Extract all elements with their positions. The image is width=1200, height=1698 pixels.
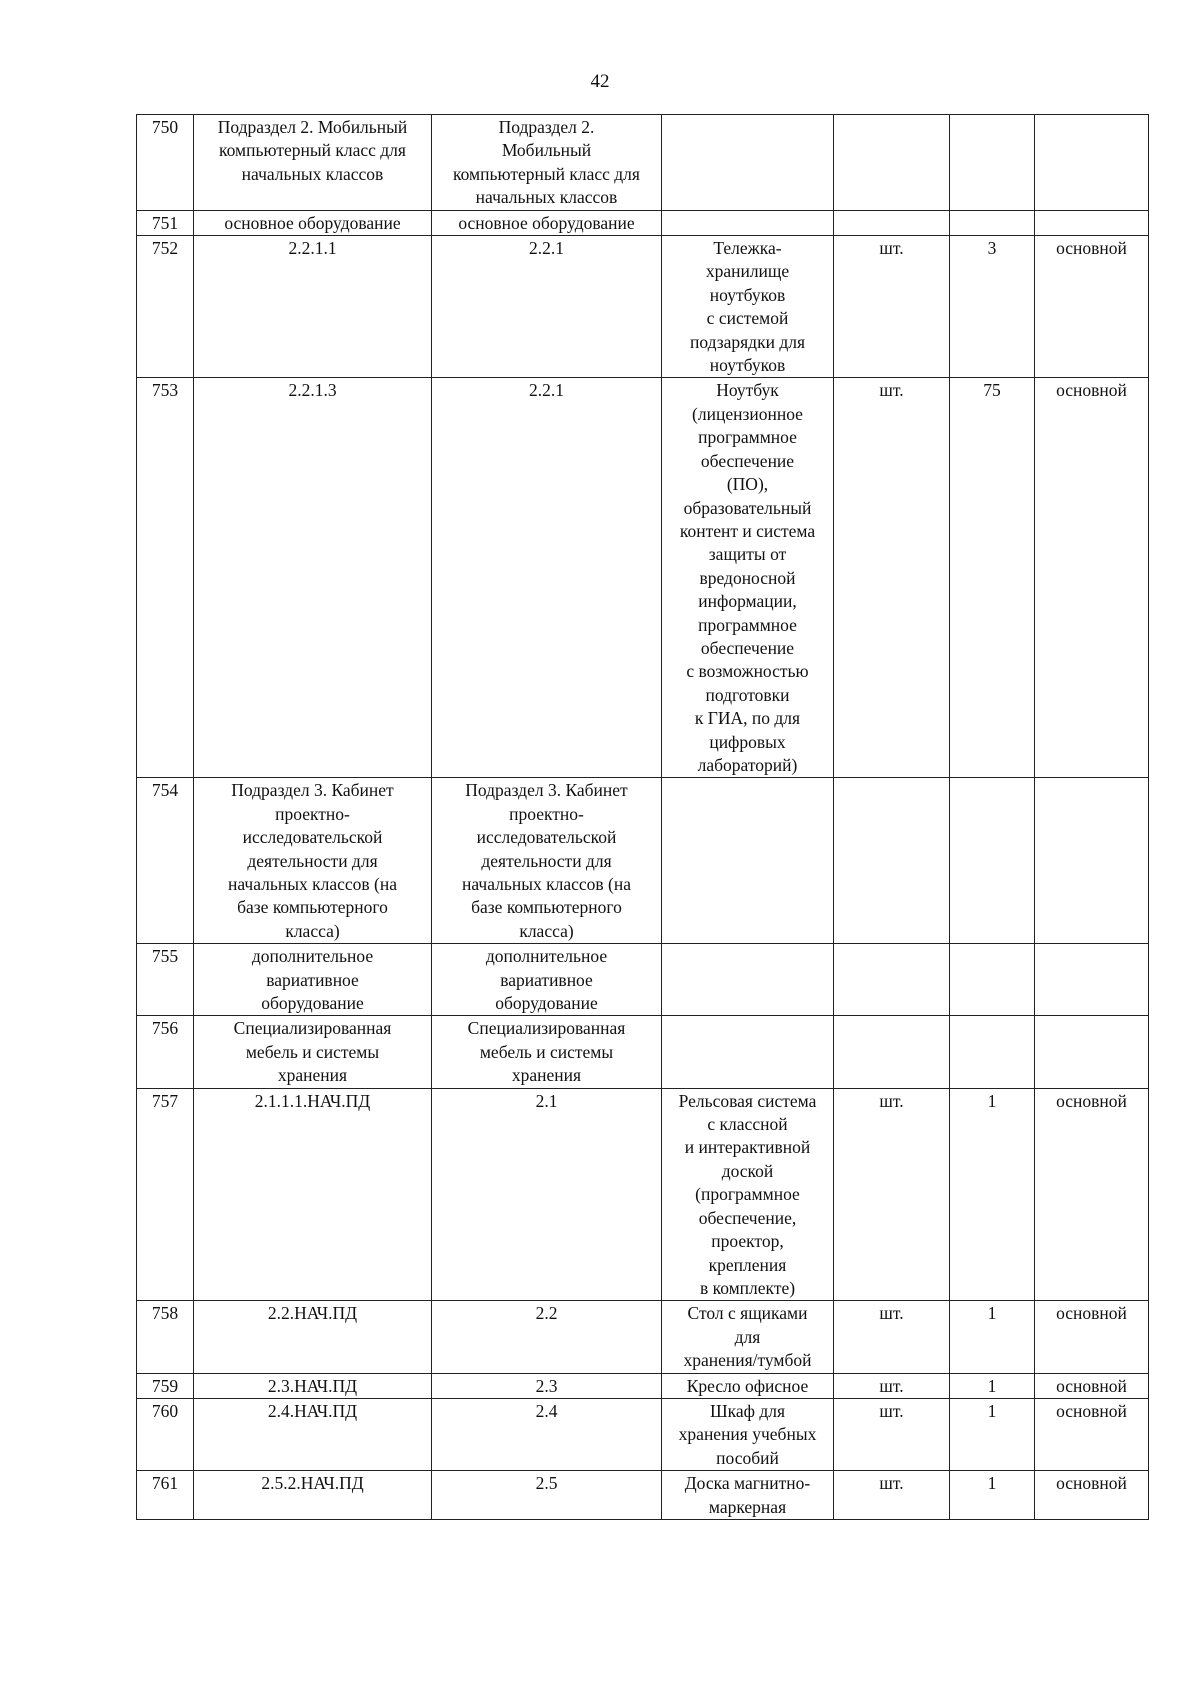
quantity-cell — [950, 1398, 1035, 1470]
cell-line: проектор, — [711, 1231, 784, 1252]
item-name-cell — [662, 210, 834, 235]
cell-line: 2.2.1.1 — [288, 238, 337, 259]
cell-line: проектно- — [275, 803, 350, 824]
cell-line: для — [734, 1326, 761, 1347]
unit-cell — [834, 1088, 950, 1301]
table-row — [137, 210, 1149, 235]
cell-line: Специализированная — [467, 1018, 626, 1039]
cell-text: основной — [1056, 1400, 1127, 1421]
cell-text: 751 — [151, 212, 179, 233]
equipment-type-cell — [1035, 1016, 1149, 1088]
row-number-cell — [137, 210, 194, 235]
equipment-type-cell — [1035, 115, 1149, 211]
cell-line: обеспечение — [700, 637, 795, 658]
unit-cell — [834, 1471, 950, 1520]
cell-line: контент и система — [679, 520, 816, 541]
table-row — [137, 236, 1149, 378]
table-row — [137, 1398, 1149, 1470]
item-name-cell — [662, 378, 834, 778]
cell-line: доской — [721, 1160, 774, 1181]
cell-line: 2.2.НАЧ.ПД — [267, 1303, 358, 1324]
unit-cell — [834, 1373, 950, 1398]
row-number-cell — [137, 1016, 194, 1088]
cell-text: шт. — [879, 1400, 904, 1421]
equipment-table — [136, 114, 1149, 1520]
unit-cell — [834, 1016, 950, 1088]
cell-line: дополнительное — [251, 946, 374, 967]
cell-line: 2.2 — [535, 1303, 558, 1324]
cell-text: 759 — [151, 1375, 179, 1396]
quantity-cell — [950, 778, 1035, 944]
page-number: 42 — [590, 71, 610, 92]
cell-line: 2.5 — [535, 1473, 558, 1494]
cell-line: хранения/тумбой — [683, 1350, 812, 1371]
cell-text: 756 — [151, 1018, 179, 1039]
table-row — [137, 1301, 1149, 1373]
cell-text: основной — [1056, 1375, 1127, 1396]
cell-line: вредоносной — [699, 567, 796, 588]
cell-line: Подраздел 3. Кабинет — [231, 780, 394, 801]
unit-cell — [834, 210, 950, 235]
cell-line: 2.3 — [535, 1375, 558, 1396]
section-cell — [432, 778, 662, 944]
item-name-cell — [662, 236, 834, 378]
quantity-cell — [950, 1373, 1035, 1398]
cell-line: основное оборудование — [224, 212, 401, 233]
cell-text: 750 — [151, 117, 179, 137]
quantity-cell — [950, 210, 1035, 235]
cell-line: ноутбуков — [709, 355, 786, 376]
quantity-cell — [950, 944, 1035, 1016]
item-name-cell — [662, 1088, 834, 1301]
cell-line: Подраздел 2. Мобильный — [217, 117, 408, 137]
table-row — [137, 1373, 1149, 1398]
cell-text: шт. — [879, 1303, 904, 1324]
cell-line: хранения — [511, 1065, 582, 1086]
cell-line: хранилище — [705, 261, 790, 282]
table-row — [137, 778, 1149, 944]
cell-line: информации, — [698, 591, 797, 612]
cell-text: основной — [1056, 1303, 1127, 1324]
section-cell — [432, 1373, 662, 1398]
quantity-cell — [950, 1301, 1035, 1373]
cell-line: программное — [698, 614, 797, 635]
quantity-cell — [950, 378, 1035, 778]
code-cell — [194, 1373, 432, 1398]
code-cell — [194, 210, 432, 235]
table-row — [137, 1016, 1149, 1088]
cell-line: Мобильный — [501, 140, 592, 161]
item-name-cell — [662, 944, 834, 1016]
cell-line: Рельсовая система — [678, 1090, 817, 1111]
equipment-type-cell — [1035, 1301, 1149, 1373]
cell-line: Подраздел 3. Кабинет — [465, 780, 628, 801]
cell-text: основной — [1056, 380, 1127, 401]
code-cell — [194, 778, 432, 944]
cell-line: начальных классов — [475, 187, 618, 208]
row-number-cell — [137, 1398, 194, 1470]
cell-line: лабораторий) — [697, 754, 798, 775]
table-row — [137, 1471, 1149, 1520]
cell-line: хранения учебных — [678, 1424, 817, 1445]
cell-line: (лицензионное — [692, 403, 803, 424]
cell-text: шт. — [879, 380, 904, 401]
cell-line: Доска магнитно- — [684, 1473, 811, 1494]
equipment-type-cell — [1035, 778, 1149, 944]
row-number-cell — [137, 778, 194, 944]
cell-line: подготовки — [705, 684, 790, 705]
code-cell — [194, 944, 432, 1016]
unit-cell — [834, 115, 950, 211]
cell-line: начальных классов (на — [461, 874, 631, 894]
cell-text: шт. — [879, 1375, 904, 1396]
equipment-type-cell — [1035, 1088, 1149, 1301]
cell-text: 754 — [151, 780, 179, 801]
cell-text: 1 — [987, 1090, 997, 1111]
section-cell — [432, 378, 662, 778]
cell-line: с системой — [706, 308, 789, 329]
cell-line: 2.3.НАЧ.ПД — [267, 1375, 358, 1396]
cell-line: Кресло офисное — [686, 1375, 809, 1396]
cell-line: Тележка- — [713, 238, 782, 259]
cell-line: оборудование — [495, 993, 598, 1014]
cell-line: хранения — [277, 1065, 348, 1086]
table-body — [137, 115, 1149, 1520]
cell-text: 1 — [987, 1303, 997, 1324]
cell-line: 2.1.1.1.НАЧ.ПД — [254, 1090, 371, 1111]
cell-line: дополнительное — [485, 946, 608, 967]
cell-line: (ПО), — [726, 474, 769, 495]
unit-cell — [834, 778, 950, 944]
section-cell — [432, 1398, 662, 1470]
cell-line: класса) — [519, 920, 574, 941]
cell-text: основной — [1056, 1090, 1127, 1111]
cell-line: исследовательской — [242, 827, 383, 848]
item-name-cell — [662, 115, 834, 211]
section-cell — [432, 944, 662, 1016]
cell-line: Подраздел 2. — [498, 117, 595, 137]
cell-text: 757 — [151, 1090, 179, 1111]
cell-line: Шкаф для — [709, 1400, 786, 1421]
cell-line: деятельности для — [481, 850, 612, 871]
quantity-cell — [950, 236, 1035, 378]
cell-text: основной — [1056, 238, 1127, 259]
item-name-cell — [662, 1016, 834, 1088]
item-name-cell — [662, 1471, 834, 1520]
code-cell — [194, 236, 432, 378]
cell-line: начальных классов (на — [227, 874, 397, 894]
cell-line: (программное — [695, 1184, 800, 1205]
cell-text: 753 — [151, 380, 179, 401]
cell-line: 2.4.НАЧ.ПД — [267, 1400, 358, 1421]
cell-line: пособий — [716, 1447, 779, 1468]
cell-line: к ГИА, по для — [694, 708, 801, 729]
cell-line: оборудование — [261, 993, 364, 1014]
row-number-cell — [137, 378, 194, 778]
cell-line: с возможностью — [686, 661, 809, 682]
quantity-cell — [950, 1016, 1035, 1088]
cell-line: базе компьютерного — [237, 897, 388, 918]
cell-text: основной — [1056, 1473, 1127, 1494]
cell-line: крепления — [708, 1254, 787, 1275]
equipment-type-cell — [1035, 236, 1149, 378]
equipment-type-cell — [1035, 210, 1149, 235]
unit-cell — [834, 378, 950, 778]
cell-text: 760 — [151, 1400, 179, 1421]
cell-line: мебель и системы — [245, 1041, 380, 1062]
cell-text: 75 — [983, 380, 1001, 401]
table-row — [137, 115, 1149, 211]
cell-line: обеспечение — [700, 450, 795, 471]
cell-line: маркерная — [708, 1496, 787, 1517]
cell-line: цифровых — [709, 731, 786, 752]
code-cell — [194, 1301, 432, 1373]
cell-line: Специализированная — [233, 1018, 392, 1039]
cell-line: класса) — [285, 920, 340, 941]
cell-line: 2.5.2.НАЧ.ПД — [261, 1473, 364, 1494]
equipment-type-cell — [1035, 378, 1149, 778]
cell-line: 2.2.1 — [529, 238, 564, 259]
quantity-cell — [950, 115, 1035, 211]
row-number-cell — [137, 236, 194, 378]
cell-text: шт. — [879, 238, 904, 259]
row-number-cell — [137, 944, 194, 1016]
cell-line: вариативное — [500, 969, 593, 990]
row-number-cell — [137, 1471, 194, 1520]
cell-line: базе компьютерного — [471, 897, 622, 918]
section-cell — [432, 210, 662, 235]
unit-cell — [834, 944, 950, 1016]
cell-line: в комплекте) — [699, 1277, 796, 1298]
cell-line: мебель и системы — [479, 1041, 614, 1062]
row-number-cell — [137, 1301, 194, 1373]
code-cell — [194, 1398, 432, 1470]
code-cell — [194, 1088, 432, 1301]
section-cell — [432, 1016, 662, 1088]
row-number-cell — [137, 115, 194, 211]
cell-line: основное оборудование — [458, 212, 635, 233]
cell-text: 758 — [151, 1303, 179, 1324]
code-cell — [194, 1471, 432, 1520]
code-cell — [194, 378, 432, 778]
section-cell — [432, 1301, 662, 1373]
code-cell — [194, 115, 432, 211]
cell-line: Ноутбук — [716, 380, 779, 401]
cell-text: 761 — [151, 1473, 179, 1494]
quantity-cell — [950, 1088, 1035, 1301]
cell-line: и интерактивной — [684, 1137, 811, 1158]
equipment-type-cell — [1035, 1471, 1149, 1520]
cell-line: с классной — [707, 1114, 788, 1135]
item-name-cell — [662, 1301, 834, 1373]
cell-text: шт. — [879, 1090, 904, 1111]
equipment-type-cell — [1035, 1398, 1149, 1470]
cell-text: 755 — [151, 946, 179, 967]
unit-cell — [834, 236, 950, 378]
equipment-type-cell — [1035, 1373, 1149, 1398]
cell-line: вариативное — [266, 969, 359, 990]
cell-line: 2.2.1.3 — [288, 380, 337, 401]
cell-text: 1 — [987, 1375, 997, 1396]
cell-text: шт. — [879, 1473, 904, 1494]
item-name-cell — [662, 1398, 834, 1470]
cell-line: начальных классов — [241, 163, 384, 184]
cell-text: 3 — [987, 238, 997, 259]
equipment-type-cell — [1035, 944, 1149, 1016]
cell-line: 2.2.1 — [529, 380, 564, 401]
cell-text: 1 — [987, 1400, 997, 1421]
table-row — [137, 1088, 1149, 1301]
cell-line: 2.1 — [535, 1090, 558, 1111]
cell-line: компьютерный класс для — [219, 140, 406, 161]
cell-line: ноутбуков — [709, 284, 786, 305]
unit-cell — [834, 1398, 950, 1470]
cell-line: программное — [698, 427, 797, 448]
item-name-cell — [662, 778, 834, 944]
cell-line: деятельности для — [247, 850, 378, 871]
code-cell — [194, 1016, 432, 1088]
cell-text: 1 — [987, 1473, 997, 1494]
table-row — [137, 378, 1149, 778]
cell-text: 752 — [151, 238, 179, 259]
section-cell — [432, 1088, 662, 1301]
cell-line: 2.4 — [535, 1400, 558, 1421]
cell-line: подзарядки для — [689, 331, 806, 352]
cell-line: образовательный — [683, 497, 812, 518]
cell-line: обеспечение, — [698, 1207, 797, 1228]
section-cell — [432, 236, 662, 378]
section-cell — [432, 115, 662, 211]
cell-line: компьютерный класс для — [453, 163, 640, 184]
row-number-cell — [137, 1373, 194, 1398]
table-row — [137, 944, 1149, 1016]
section-cell — [432, 1471, 662, 1520]
quantity-cell — [950, 1471, 1035, 1520]
cell-line: Стол с ящиками — [687, 1303, 808, 1324]
cell-line: исследовательской — [476, 827, 617, 848]
item-name-cell — [662, 1373, 834, 1398]
row-number-cell — [137, 1088, 194, 1301]
cell-line: защиты от — [708, 544, 787, 565]
cell-line: проектно- — [509, 803, 584, 824]
unit-cell — [834, 1301, 950, 1373]
